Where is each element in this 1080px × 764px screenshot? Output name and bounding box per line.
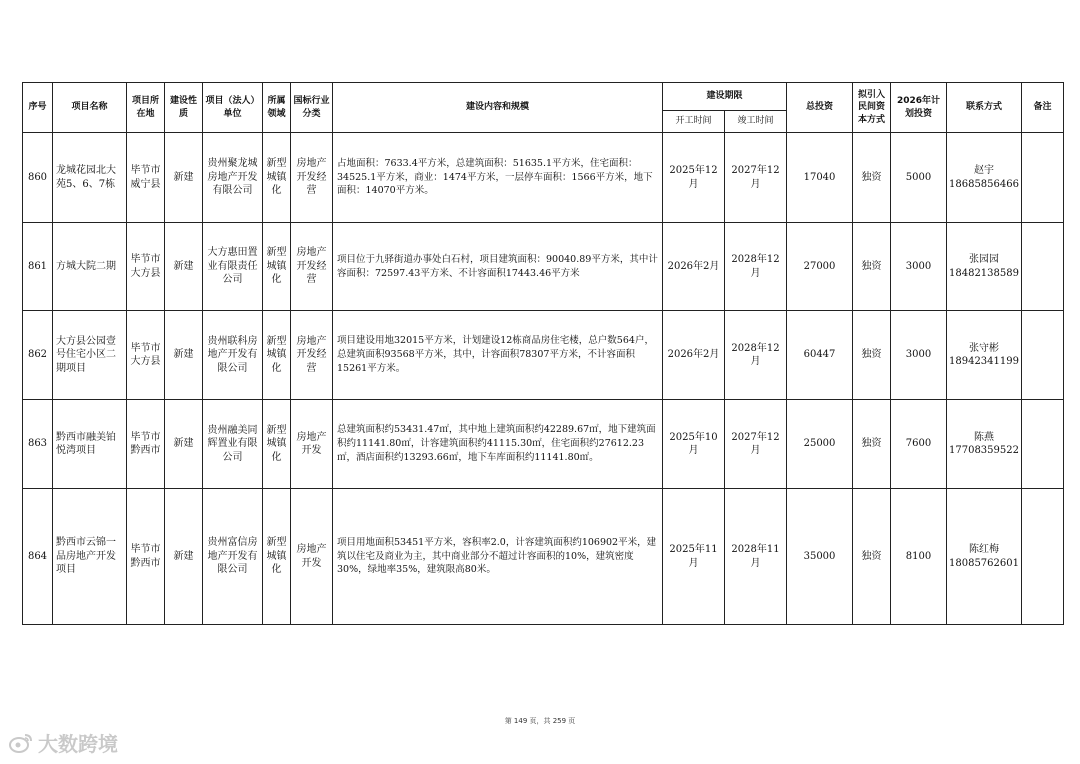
cell-project-name: 黔西市融美铂悦湾项目 xyxy=(53,400,127,489)
contact-phone: 17708359522 xyxy=(949,445,1019,456)
contact-name: 张守彬 xyxy=(969,342,999,354)
header-start-time: 开工时间 xyxy=(663,111,725,133)
cell-contact xyxy=(947,223,1022,311)
cell-location: 毕节市大方县 xyxy=(127,223,165,311)
header-period: 建设期限 xyxy=(663,83,787,111)
cell-seq: 862 xyxy=(23,311,53,400)
cell-start: 2025年12月 xyxy=(663,133,725,223)
cell-content: 占地面积：7633.4平方米，总建筑面积：51635.1平方米，住宅面积：34525.1平方米，商业：1474平方米，一层停车面积：1566平方米，地下面积：14070平方米。 xyxy=(333,133,663,223)
cell-unit: 贵州聚龙城房地产开发有限公司 xyxy=(203,133,263,223)
contact-phone: 18942341199 xyxy=(949,356,1019,367)
cell-note xyxy=(1022,311,1064,400)
cell-nature: 新建 xyxy=(165,400,203,489)
header-note: 备注 xyxy=(1022,83,1064,133)
cell-end: 2027年12月 xyxy=(725,400,787,489)
cell-seq: 863 xyxy=(23,400,53,489)
cell-location: 毕节市黔西市 xyxy=(127,489,165,625)
cell-plan: 3000 xyxy=(891,223,947,311)
cell-domain: 新型城镇化 xyxy=(263,489,291,625)
cell-start: 2025年11月 xyxy=(663,489,725,625)
cell-location: 毕节市黔西市 xyxy=(127,400,165,489)
cell-private-capital: 独资 xyxy=(853,223,891,311)
cell-plan: 8100 xyxy=(891,489,947,625)
cell-private-capital: 独资 xyxy=(853,133,891,223)
header-contact: 联系方式 xyxy=(947,83,1022,133)
cell-nature: 新建 xyxy=(165,223,203,311)
cell-contact xyxy=(947,311,1022,400)
cell-nature: 新建 xyxy=(165,311,203,400)
cell-content: 项目位于九驿街道办事处白石村，项目建筑面积：90040.89平方米，其中计容面积：72597.43平方米、不计容面积17443.46平方米 xyxy=(333,223,663,311)
contact-phone: 18685856466 xyxy=(949,178,1019,190)
cell-domain: 新型城镇化 xyxy=(263,400,291,489)
header-content: 建设内容和规模 xyxy=(333,83,663,133)
cell-investment: 25000 xyxy=(787,400,853,489)
cell-nature: 新建 xyxy=(165,489,203,625)
header-unit: 项目（法人）单位 xyxy=(203,83,263,133)
header-end-time: 竣工时间 xyxy=(725,111,787,133)
cell-end: 2028年11月 xyxy=(725,489,787,625)
cell-domain: 新型城镇化 xyxy=(263,223,291,311)
cell-start: 2026年2月 xyxy=(663,311,725,400)
cell-content: 项目建设用地32015平方米，计划建设12栋商品房住宅楼，总户数564户，总建筑面积93568平方米，其中，计容面积78307平方米，不计容面积15261平方米。 xyxy=(333,311,663,400)
contact-phone: 18482138589 xyxy=(949,267,1019,279)
header-plan-2026: 2026年计划投资 xyxy=(891,83,947,133)
cell-note xyxy=(1022,489,1064,625)
header-total-investment: 总投资 xyxy=(787,83,853,133)
cell-note xyxy=(1022,133,1064,223)
cell-project-name: 黔西市云锦一品房地产开发项目 xyxy=(53,489,127,625)
cell-unit: 大方惠田置业有限责任公司 xyxy=(203,223,263,311)
cell-investment: 17040 xyxy=(787,133,853,223)
cell-location: 毕节市威宁县 xyxy=(127,133,165,223)
cell-contact xyxy=(947,400,1022,489)
cell-contact xyxy=(947,489,1022,625)
header-private-capital: 拟引入民间资本方式 xyxy=(853,83,891,133)
cell-domain: 新型城镇化 xyxy=(263,133,291,223)
cell-industry: 房地产开发 xyxy=(291,400,333,489)
table-row xyxy=(23,400,1064,489)
cell-investment: 27000 xyxy=(787,223,853,311)
header-domain: 所属领域 xyxy=(263,83,291,133)
watermark xyxy=(8,728,118,757)
contact-name: 张园园 xyxy=(969,254,999,265)
cell-note xyxy=(1022,400,1064,489)
cell-end: 2028年12月 xyxy=(725,223,787,311)
cell-note xyxy=(1022,223,1064,311)
cell-end: 2028年12月 xyxy=(725,311,787,400)
header-nature: 建设性质 xyxy=(165,83,203,133)
header-industry: 国标行业分类 xyxy=(291,83,333,133)
contact-phone: 18085762601 xyxy=(949,557,1019,569)
cell-content: 项目用地面积53451平方米，容积率2.0，计容建筑面积约106902平米，建筑以住宅及商业为主，其中商业部分不超过计容面积的10%，建筑密度30%，绿地率35%，建筑限高80米。 xyxy=(333,489,663,625)
cell-content: 总建筑面积约53431.47㎡，其中地上建筑面积约42289.67㎡，地下建筑面积约11141.80㎡，计容建筑面积约41115.30㎡，住宅面积约27612.23㎡，酒店面积约13293.66㎡，地下车库面积约11141.80㎡。 xyxy=(333,400,663,489)
cell-unit: 贵州联科房地产开发有限公司 xyxy=(203,311,263,400)
contact-name: 陈红梅 xyxy=(969,544,999,555)
cell-contact xyxy=(947,133,1022,223)
cell-start: 2026年2月 xyxy=(663,223,725,311)
cell-industry: 房地产开发经营 xyxy=(291,223,333,311)
cell-unit: 贵州富信房地产开发有限公司 xyxy=(203,489,263,625)
cell-plan: 5000 xyxy=(891,133,947,223)
cell-project-name: 大方县公园壹号住宅小区二期项目 xyxy=(53,311,127,400)
watermark-text: 大数跨境 xyxy=(38,732,118,756)
cell-private-capital: 独资 xyxy=(853,311,891,400)
header-project-name: 项目名称 xyxy=(53,83,127,133)
contact-name: 陈燕 xyxy=(974,431,994,443)
cell-seq: 861 xyxy=(23,223,53,311)
cell-investment: 35000 xyxy=(787,489,853,625)
cell-industry: 房地产开发经营 xyxy=(291,311,333,400)
cell-domain: 新型城镇化 xyxy=(263,311,291,400)
cell-seq: 860 xyxy=(23,133,53,223)
cell-nature: 新建 xyxy=(165,133,203,223)
cell-private-capital: 独资 xyxy=(853,400,891,489)
cell-location: 毕节市大方县 xyxy=(127,311,165,400)
header-location: 项目所在地 xyxy=(127,83,165,133)
cell-start: 2025年10月 xyxy=(663,400,725,489)
cell-industry: 房地产开发 xyxy=(291,489,333,625)
cell-plan: 7600 xyxy=(891,400,947,489)
table-row xyxy=(23,489,1064,625)
header-seq: 序号 xyxy=(23,83,53,133)
cell-project-name: 方城大院二期 xyxy=(53,223,127,311)
cell-unit: 贵州融美同辉置业有限公司 xyxy=(203,400,263,489)
table-row xyxy=(23,133,1064,223)
contact-name: 赵宇 xyxy=(974,165,994,176)
project-table xyxy=(22,82,1064,625)
cell-seq: 864 xyxy=(23,489,53,625)
cell-industry: 房地产开发经营 xyxy=(291,133,333,223)
cell-investment: 60447 xyxy=(787,311,853,400)
cell-project-name: 龙城花园北大苑5、6、7栋 xyxy=(53,133,127,223)
table-row xyxy=(23,223,1064,311)
sina-weibo-logo-icon xyxy=(8,732,34,754)
page-number: 第 149 页，共 259 页 xyxy=(504,717,576,725)
cell-plan: 3000 xyxy=(891,311,947,400)
cell-private-capital: 独资 xyxy=(853,489,891,625)
cell-end: 2027年12月 xyxy=(725,133,787,223)
table-row xyxy=(23,311,1064,400)
